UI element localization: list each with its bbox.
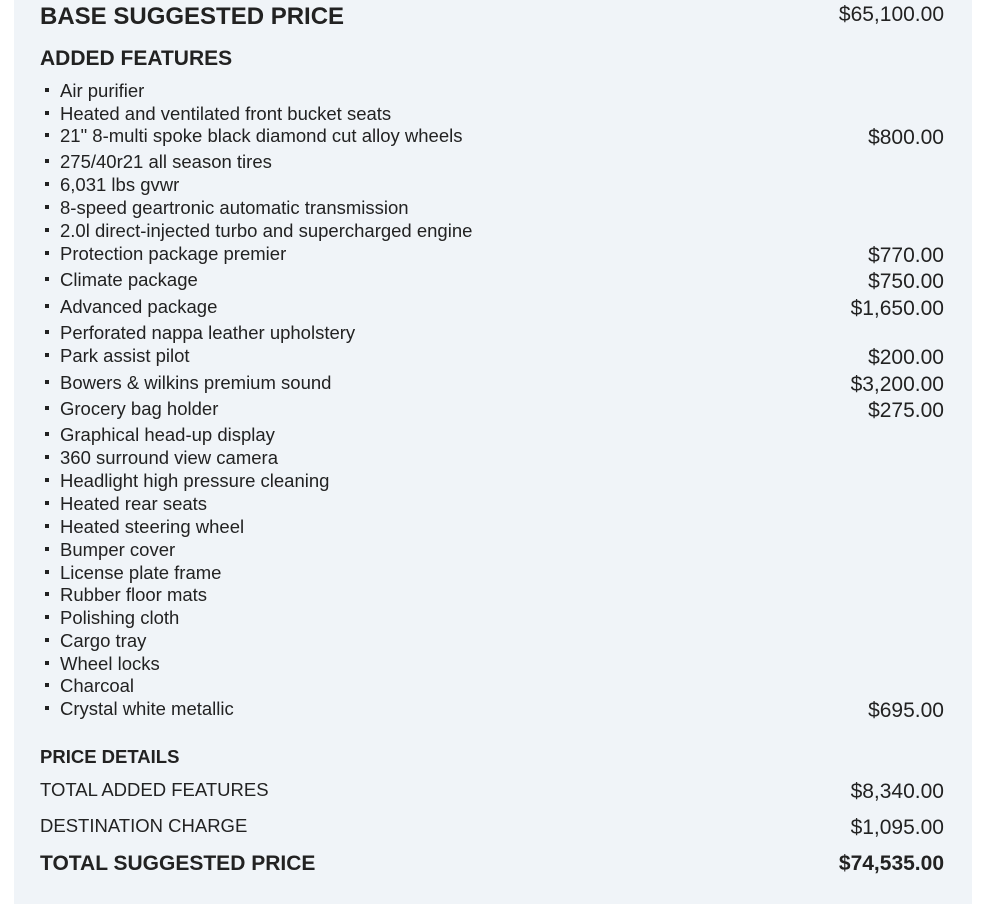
feature-item <box>14 470 972 492</box>
feature-item <box>14 151 972 173</box>
feature-item <box>14 424 972 446</box>
feature-name: Climate package <box>60 269 198 290</box>
square-bullet-icon <box>45 88 49 92</box>
square-bullet-icon <box>45 330 49 334</box>
feature-name: 2.0l direct-injected turbo and supercharged engine <box>60 220 473 241</box>
square-bullet-icon <box>45 547 49 551</box>
feature-item <box>14 562 972 584</box>
square-bullet-icon <box>45 661 49 665</box>
feature-item <box>14 539 972 561</box>
total-added-features-value: $8,340.00 <box>850 780 944 803</box>
square-bullet-icon <box>45 615 49 619</box>
total-added-features-label: TOTAL ADDED FEATURES <box>40 779 269 800</box>
feature-name: Bowers & wilkins premium sound <box>60 372 332 393</box>
feature-item <box>14 174 972 196</box>
feature-item <box>14 493 972 515</box>
feature-name: Grocery bag holder <box>60 398 219 419</box>
feature-name: Perforated nappa leather upholstery <box>60 322 356 343</box>
square-bullet-icon <box>45 353 49 357</box>
feature-name: Park assist pilot <box>60 345 190 366</box>
square-bullet-icon <box>45 251 49 255</box>
feature-name: 275/40r21 all season tires <box>60 151 272 172</box>
square-bullet-icon <box>45 182 49 186</box>
feature-price: $200.00 <box>868 346 944 369</box>
square-bullet-icon <box>45 133 49 137</box>
feature-name: Rubber floor mats <box>60 584 208 605</box>
base-price-value: $65,100.00 <box>838 3 944 26</box>
feature-name: 6,031 lbs gvwr <box>60 174 180 195</box>
square-bullet-icon <box>45 592 49 596</box>
feature-item <box>14 584 972 606</box>
price-summary-panel <box>14 0 972 904</box>
feature-item <box>14 220 972 242</box>
square-bullet-icon <box>45 406 49 410</box>
feature-price: $800.00 <box>868 126 944 149</box>
feature-name: Polishing cloth <box>60 607 180 628</box>
square-bullet-icon <box>45 638 49 642</box>
square-bullet-icon <box>45 380 49 384</box>
feature-price: $770.00 <box>868 244 944 267</box>
square-bullet-icon <box>45 111 49 115</box>
added-features-heading: ADDED FEATURES <box>40 47 233 70</box>
price-details-heading: PRICE DETAILS <box>40 746 180 767</box>
feature-item <box>14 398 972 420</box>
feature-item <box>14 296 972 318</box>
feature-item <box>14 372 972 394</box>
square-bullet-icon <box>45 205 49 209</box>
feature-name: Advanced package <box>60 296 218 317</box>
square-bullet-icon <box>45 432 49 436</box>
feature-price: $3,200.00 <box>850 373 944 396</box>
square-bullet-icon <box>45 570 49 574</box>
square-bullet-icon <box>45 501 49 505</box>
feature-name: Heated rear seats <box>60 493 208 514</box>
feature-name: Charcoal <box>60 675 135 696</box>
feature-item <box>14 516 972 538</box>
square-bullet-icon <box>45 159 49 163</box>
destination-charge-label: DESTINATION CHARGE <box>40 815 248 836</box>
feature-item <box>14 675 972 697</box>
destination-charge-value: $1,095.00 <box>850 816 944 839</box>
total-suggested-price-value: $74,535.00 <box>838 852 944 875</box>
feature-name: 21" 8-multi spoke black diamond cut alloy wheels <box>60 125 463 146</box>
feature-item <box>14 197 972 219</box>
feature-name: Wheel locks <box>60 653 160 674</box>
feature-item <box>14 630 972 652</box>
square-bullet-icon <box>45 683 49 687</box>
feature-name: Protection package premier <box>60 243 287 264</box>
feature-name: Air purifier <box>60 80 145 101</box>
feature-name: License plate frame <box>60 562 222 583</box>
feature-item <box>14 607 972 629</box>
feature-name: Headlight high pressure cleaning <box>60 470 330 491</box>
feature-name: Crystal white metallic <box>60 698 234 719</box>
feature-item <box>14 243 972 265</box>
square-bullet-icon <box>45 304 49 308</box>
feature-item <box>14 447 972 469</box>
square-bullet-icon <box>45 277 49 281</box>
square-bullet-icon <box>45 455 49 459</box>
base-price-label: BASE SUGGESTED PRICE <box>40 3 345 30</box>
feature-name: Heated and ventilated front bucket seats <box>60 103 392 124</box>
feature-name: 360 surround view camera <box>60 447 278 468</box>
feature-price: $750.00 <box>868 270 944 293</box>
feature-item <box>14 698 972 720</box>
feature-item <box>14 345 972 367</box>
feature-name: 8-speed geartronic automatic transmission <box>60 197 409 218</box>
feature-price: $275.00 <box>868 399 944 422</box>
feature-item <box>14 103 972 125</box>
feature-name: Heated steering wheel <box>60 516 245 537</box>
square-bullet-icon <box>45 228 49 232</box>
feature-item <box>14 653 972 675</box>
square-bullet-icon <box>45 524 49 528</box>
feature-name: Graphical head-up display <box>60 424 275 445</box>
total-suggested-price-label: TOTAL SUGGESTED PRICE <box>40 852 316 875</box>
square-bullet-icon <box>45 706 49 710</box>
feature-price: $695.00 <box>868 699 944 722</box>
feature-item <box>14 269 972 291</box>
feature-item <box>14 80 972 102</box>
feature-name: Bumper cover <box>60 539 176 560</box>
feature-name: Cargo tray <box>60 630 147 651</box>
feature-item <box>14 322 972 344</box>
feature-item <box>14 125 972 147</box>
feature-price: $1,650.00 <box>850 297 944 320</box>
square-bullet-icon <box>45 478 49 482</box>
